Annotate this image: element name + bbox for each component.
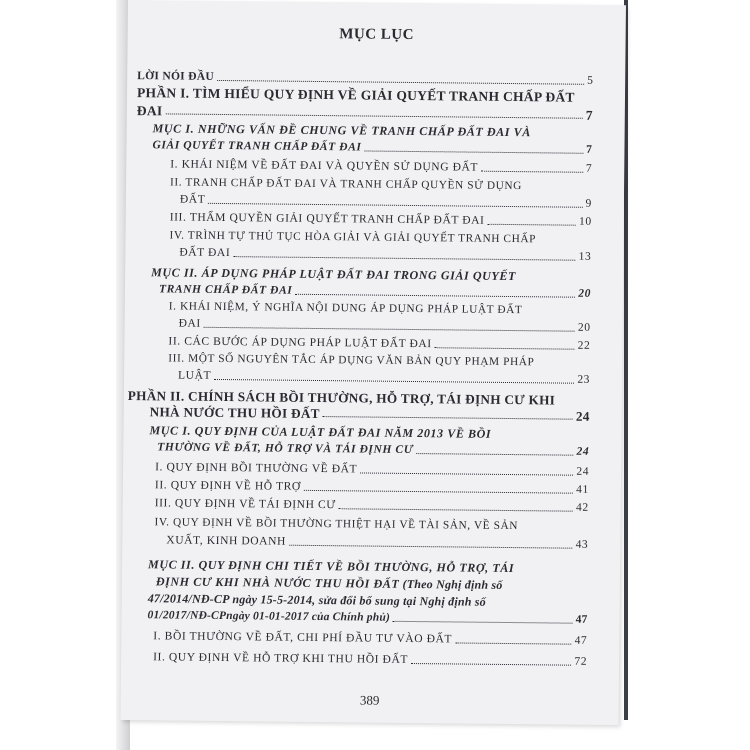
toc-entry-text: I. QUY ĐỊNH BỒI THƯỜNG VỀ ĐẤT — [155, 461, 358, 476]
toc-page-number: 23 — [577, 373, 591, 386]
toc-p2-item-2-1[interactable] — [153, 630, 587, 648]
toc-item-2-3-line1[interactable]: III. MỘT SỐ NGUYÊN TẮC ÁP DỤNG VĂN BẢN QUY PHẠM PHÁP — [168, 352, 535, 369]
toc-item-2-1-line2[interactable] — [179, 318, 591, 335]
toc-entry-text: ĐỊNH CƯ KHI NHÀ NƯỚC THU HỒI ĐẤT — [155, 574, 400, 591]
dot-leader — [289, 545, 573, 549]
toc-page-number: 42 — [575, 501, 589, 514]
toc-entry-text: THƯỜNG VỀ ĐẤT, HỖ TRỢ VÀ TÁI ĐỊNH CƯ — [157, 441, 414, 457]
toc-entry-text: ĐAI — [136, 103, 163, 119]
toc-entry-text: II. QUY ĐỊNH VỀ HỖ TRỢ KHI THU HỒI ĐẤT — [153, 651, 409, 666]
toc-entry-text: ĐAI — [178, 317, 201, 330]
toc-entry-text: TRANH CHẤP ĐẤT ĐAI — [158, 283, 293, 297]
toc-entry-text: LỜI NÓI ĐẦU — [137, 70, 215, 83]
toc-entry-text: LUẬT — [178, 369, 212, 382]
toc-page-number: 41 — [576, 483, 589, 496]
dot-leader — [487, 224, 575, 226]
toc-item-2-2[interactable] — [168, 335, 590, 352]
toc-page-number: 20 — [577, 321, 591, 334]
toc-entry-text: II. CÁC BƯỚC ÁP DỤNG PHÁP LUẬT ĐẤT ĐAI — [168, 335, 432, 351]
toc-page-number: 72 — [574, 655, 588, 668]
toc-section-2-line2[interactable] — [159, 283, 591, 301]
toc-page-number: 24 — [575, 408, 590, 424]
dot-leader — [304, 490, 573, 494]
toc-page-number: 43 — [575, 538, 589, 551]
toc-p2-item-2-2[interactable] — [153, 651, 587, 669]
toc-p2-section-2-line1[interactable]: MỤC II. QUY ĐỊNH CHI TIẾT VỀ BỒI THƯỜNG, HỖ TRỢ, TÁI — [148, 557, 515, 576]
toc-entry-note: (Theo Nghị định số — [399, 576, 503, 592]
toc-page-number: 22 — [577, 339, 591, 352]
toc-page-number: 5 — [587, 74, 594, 87]
toc-entry-text: III. THẨM QUYỀN GIẢI QUYẾT TRANH CHẤP ĐẤT ĐAI — [169, 211, 485, 227]
dot-leader — [233, 256, 575, 261]
toc-p2-item-1-4-line1[interactable]: IV. QUY ĐỊNH VỀ BỒI THƯỜNG THIỆT HẠI VỀ TÀI SẢN, VỀ SẢN — [154, 516, 519, 533]
dot-leader — [295, 294, 575, 298]
toc-item-1-3[interactable] — [170, 211, 592, 228]
toc-p2-section-2-line3[interactable] — [148, 592, 486, 609]
toc-section-1-line2[interactable] — [152, 139, 592, 157]
toc-section-2-line1[interactable]: MỤC II. ÁP DỤNG PHÁP LUẬT ĐẤT ĐAI TRONG GIẢI QUYẾT — [151, 265, 517, 284]
toc-entry-note: 47/2014/NĐ-CP — [147, 591, 230, 607]
toc-entry-note: ngày 15-5-2014, sửa đổi bổ sung tại Nghị định số — [229, 592, 486, 609]
toc-page-number: 7 — [585, 162, 593, 175]
dot-leader — [208, 203, 582, 208]
toc-entry-text: GIẢI QUYẾT TRANH CHẤP ĐẤT ĐAI — [152, 139, 362, 154]
toc-part-1-line2[interactable] — [137, 104, 593, 122]
toc-item-1-2-line1[interactable]: II. TRANH CHẤP ĐẤT ĐAI VÀ TRANH CHẤP QUYỀN SỬ DỤNG — [170, 176, 522, 193]
toc-entry-text: XUẤT, KINH DOANH — [166, 534, 286, 548]
toc-page-number: 7 — [586, 143, 593, 156]
dot-leader — [165, 113, 582, 118]
toc-page-number: 13 — [578, 250, 592, 263]
toc-entry-text: NHÀ NƯỚC THU HỒI ĐẤT — [149, 404, 320, 422]
toc-page-number: 47 — [574, 634, 588, 647]
dot-leader — [214, 379, 574, 384]
dot-leader — [323, 416, 573, 420]
toc-entry-text: III. QUY ĐỊNH VỀ TÁI ĐỊNH CƯ — [154, 497, 336, 512]
toc-p2-item-1-3[interactable] — [155, 497, 589, 515]
toc-entry-text: ĐẤT — [179, 193, 206, 206]
toc-item-1-4-line2[interactable] — [179, 247, 591, 264]
toc-p2-section-2-line2[interactable] — [156, 575, 503, 592]
toc-entry-text: II. QUY ĐỊNH VỀ HỖ TRỢ — [154, 479, 301, 493]
toc-entry-note: ngày 01-01-2017 của Chính phủ) — [226, 610, 391, 624]
dot-leader — [360, 472, 573, 475]
toc-part-2-line1[interactable]: PHẦN II. CHÍNH SÁCH BỒI THƯỜNG, HỖ TRỢ, TÁI ĐỊNH CƯ KHI — [127, 388, 556, 408]
toc-page-number: 47 — [575, 613, 588, 626]
dot-leader — [481, 171, 583, 173]
toc-entry-text: ĐẤT ĐAI — [179, 246, 231, 260]
dot-leader — [455, 642, 572, 644]
toc-item-2-3-line2[interactable] — [178, 370, 590, 387]
toc-p2-section-2-line4[interactable] — [147, 609, 587, 627]
toc-item-1-2-line2[interactable] — [180, 194, 592, 211]
dot-leader — [217, 80, 584, 85]
toc-section-1-line1[interactable]: MỤC I. NHỮNG VẤN ĐỀ CHUNG VỀ TRANH CHẤP ĐẤT ĐAI VÀ — [152, 121, 531, 140]
toc-p2-section-1-line2[interactable] — [157, 441, 589, 459]
toc-page-number: 9 — [585, 197, 592, 210]
toc-p2-section-1-line1[interactable]: MỤC I. QUY ĐỊNH CỦA LUẬT ĐẤT ĐAI NĂM 2013 VỀ BỒI — [149, 423, 492, 441]
dot-leader — [204, 327, 575, 332]
toc-p2-item-1-2[interactable] — [155, 479, 589, 497]
toc-item-1-1[interactable] — [170, 158, 592, 175]
toc-p2-item-1-4-line2[interactable] — [166, 534, 588, 551]
toc-entry-text: I. BỒI THƯỜNG VỀ ĐẤT, CHI PHÍ ĐẦU TƯ VÀO ĐẤT — [153, 630, 453, 646]
page-title: MỤC LỤC — [339, 26, 415, 43]
book-page — [120, 0, 626, 725]
dot-leader — [416, 453, 573, 456]
dot-leader — [435, 347, 575, 349]
toc-item-1-4-line1[interactable]: IV. TRÌNH TỰ THỦ TỤC HÒA GIẢI VÀ GIẢI QUYẾT TRANH CHẤP — [169, 229, 537, 246]
toc-item-2-1-line1[interactable]: I. KHÁI NIỆM, Ý NGHĨA NỘI DUNG ÁP DỤNG PHÁP LUẬT ĐẤT — [168, 300, 523, 317]
toc-page-number: 24 — [576, 445, 590, 458]
dot-leader — [339, 508, 573, 511]
toc-page-number: 20 — [578, 287, 592, 300]
toc-page-number: 10 — [578, 215, 592, 228]
toc-p2-item-1-1[interactable] — [155, 461, 589, 479]
toc-page-number: 24 — [576, 465, 590, 478]
toc-entry-text: I. KHÁI NIỆM VỀ ĐẤT ĐAI VÀ QUYỀN SỬ DỤNG ĐẤT — [170, 158, 479, 174]
dot-leader — [411, 663, 571, 666]
toc-part-1-line1[interactable]: PHẦN I. TÌM HIỂU QUY ĐỊNH VỀ GIẢI QUYẾT TRANH CHẤP ĐẤT — [136, 85, 575, 105]
toc-entry-note: 01/2017/NĐ-CP — [147, 609, 227, 623]
toc-page-number: 7 — [585, 107, 593, 123]
page-number: 389 — [359, 692, 380, 708]
toc-part-2-line2[interactable] — [150, 405, 590, 423]
dot-leader — [393, 621, 573, 624]
dot-leader — [364, 150, 583, 153]
